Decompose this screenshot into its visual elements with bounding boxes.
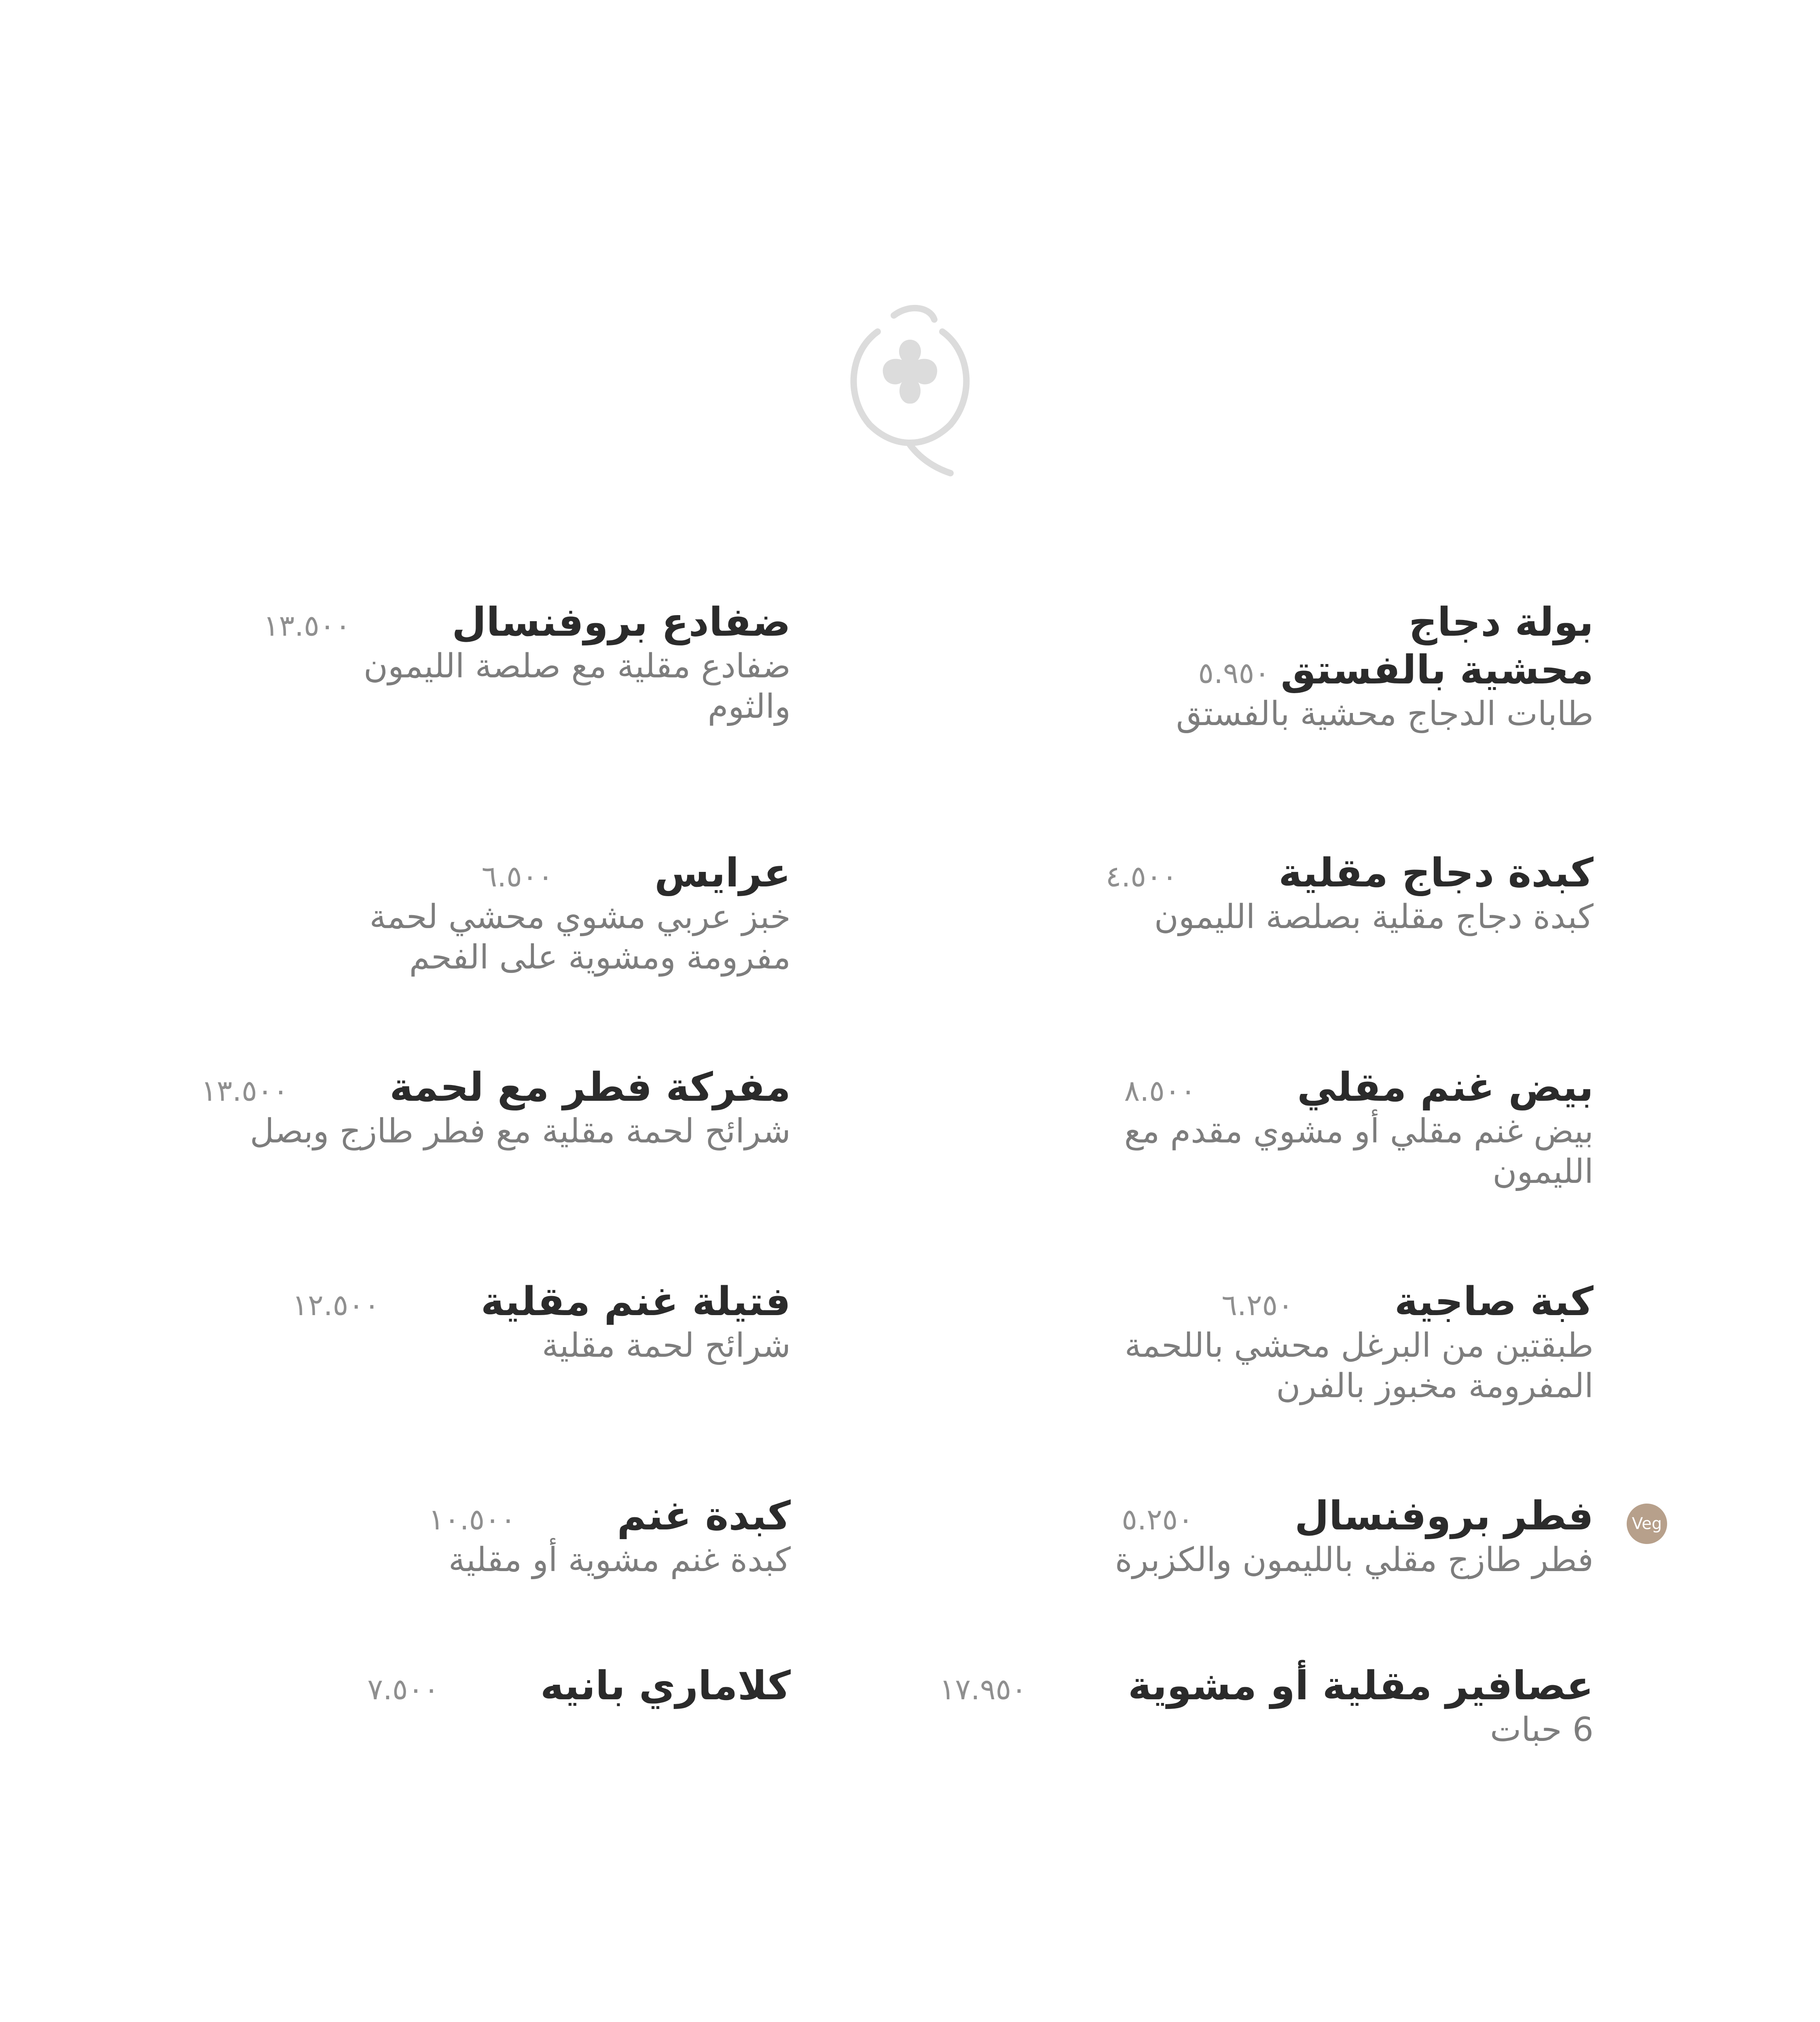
item-description: طابات الدجاج محشية بالفستق [1176, 695, 1594, 733]
item-price: ٥.٩٥٠ [1198, 656, 1270, 690]
item-price: ١٣.٥٠٠ [201, 1074, 289, 1108]
item-description: فطر طازج مقلي بالليمون والكزبرة [1115, 1541, 1594, 1579]
item-description: ضفادع مقلية مع صلصة الليمون والثوم [363, 647, 791, 726]
item-name: بيض غنم مقلي [1297, 1064, 1594, 1110]
item-description: كبدة دجاج مقلية بصلصة الليمون [1154, 898, 1594, 936]
flower-wreath-logo-icon [833, 299, 987, 477]
item-name: بولة دجاج محشية بالفستق [1280, 599, 1594, 693]
item-price: ٥.٢٥٠ [1122, 1502, 1194, 1536]
item-price: ١٢.٥٠٠ [292, 1288, 380, 1322]
menu-item [1068, 1492, 1594, 1580]
veg-badge: Veg [1627, 1504, 1667, 1544]
item-description: كبدة غنم مشوية أو مقلية [448, 1541, 791, 1579]
item-name: فتيلة غنم مقلية [480, 1279, 791, 1325]
item-name: عرايس [654, 850, 791, 896]
item-description: 6 حبات [1490, 1711, 1594, 1749]
item-price: ١٣.٥٠٠ [263, 609, 351, 643]
item-price: ١٠.٥٠٠ [428, 1502, 516, 1536]
item-price: ٨.٥٠٠ [1124, 1074, 1196, 1108]
menu-item [1068, 849, 1594, 937]
item-name: عصافير مقلية أو مشوية [1128, 1663, 1594, 1709]
item-name: كبة صاجية [1394, 1279, 1594, 1325]
menu-item [265, 599, 791, 727]
menu-item [1068, 1278, 1594, 1407]
item-description: خبز عربي مشوي محشي لحمة مفرومة ومشوية على الفحم [369, 898, 791, 977]
item-price: ٦.٢٥٠ [1221, 1288, 1293, 1322]
menu-item [939, 1662, 1594, 1750]
menu-item [265, 1278, 791, 1366]
menu-item [201, 1064, 791, 1152]
item-name: كبدة غنم [617, 1493, 791, 1539]
item-name: ضفادع بروفنسال [452, 599, 791, 645]
menu-item [265, 1662, 791, 1710]
item-price: ١٧.٩٥٠ [939, 1672, 1027, 1706]
item-name: كبدة دجاج مقلية [1278, 850, 1594, 896]
item-price: ٧.٥٠٠ [367, 1672, 439, 1706]
menu-item [265, 1492, 791, 1580]
menu-item [1068, 1064, 1594, 1192]
item-price: ٤.٥٠٠ [1105, 859, 1178, 893]
menu-item [265, 849, 791, 978]
item-description: شرائح لحمة مقلية مع فطر طازج وبصل [250, 1112, 791, 1151]
menu-item [1068, 599, 1594, 734]
item-description: طبقتين من البرغل محشي باللحمة المفرومة مخبوز بالفرن [1124, 1326, 1594, 1405]
item-name: كلاماري بانيه [540, 1663, 791, 1709]
item-name: مفركة فطر مع لحمة [389, 1064, 791, 1110]
item-description: شرائح لحمة مقلية [542, 1326, 791, 1365]
item-name: فطر بروفنسال [1294, 1493, 1594, 1539]
item-price: ٦.٥٠٠ [481, 859, 554, 893]
item-description: بيض غنم مقلي أو مشوي مقدم مع الليمون [1124, 1112, 1594, 1191]
